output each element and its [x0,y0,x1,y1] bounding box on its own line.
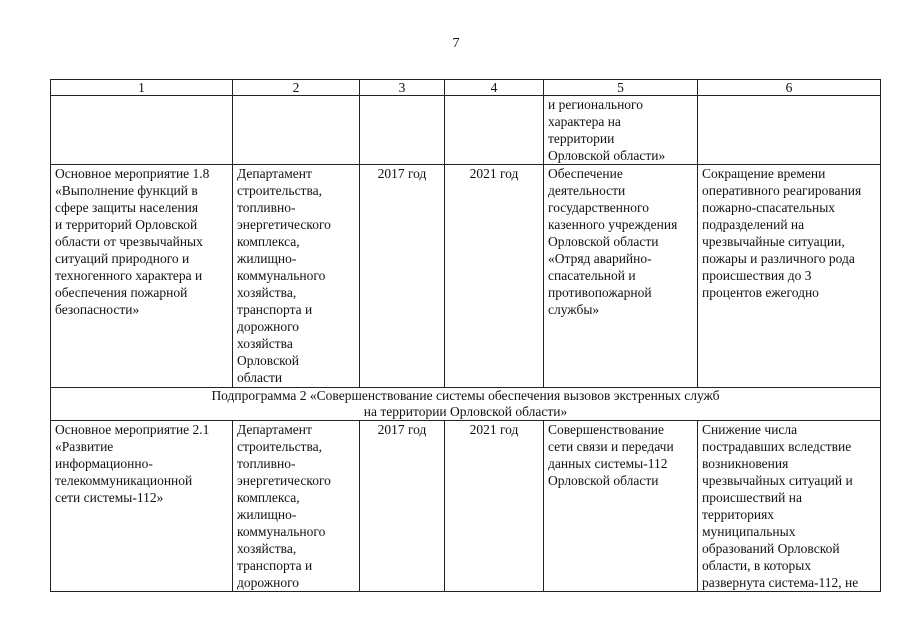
table-cell [360,96,445,165]
page-number: 7 [452,36,460,51]
column-header-2: 2 [233,80,360,96]
content-cell: Совершенствование сети связи и передачи данных системы-112 Орловской области [544,421,698,592]
content-cell: Обеспечение деятельности государственного казенного учреждения Орловской области «Отряд аварийно- спасательной и противопожарной службы» [544,165,698,388]
table-row [51,165,881,388]
measure-name-cell: Основное мероприятие 2.1 «Развитие информационно- телекоммуникационной сети системы-112» [51,421,233,592]
table-header-row [51,80,881,96]
measure-name-cell: Основное мероприятие 1.8 «Выполнение функций в сфере защиты населения и территорий Орловской области от чрезвычайных ситуаций природного и техногенного характера и обеспечения пожарной безопасности» [51,165,233,388]
table-cell [233,96,360,165]
table-cell: и регионального характера на территории Орловской области» [544,96,698,165]
table-row [51,421,881,592]
table-cell [698,96,881,165]
subprogram-title: Подпрограмма 2 «Совершенствование системы обеспечения вызовов экстренных служб на территории Орловской области» [51,388,881,421]
end-year-cell: 2021 год [445,421,544,592]
executor-cell: Департамент строительства, топливно- энергетического комплекса, жилищно- коммунального хозяйства, транспорта и дорожного [233,421,360,592]
start-year-cell: 2017 год [360,421,445,592]
result-cell: Снижение числа пострадавших вследствие возникновения чрезвычайных ситуаций и происшествий на территориях муниципальных образований Орловской области, в которых развернута система-112, не [698,421,881,592]
result-cell: Сокращение времени оперативного реагирования пожарно-спасательных подразделений на чрезвычайные ситуации, пожары и различного рода происшествия до 3 процентов ежегодно [698,165,881,388]
end-year-cell: 2021 год [445,165,544,388]
measures-table [50,79,881,592]
subprogram-row [51,388,881,421]
table-cell [445,96,544,165]
table-cell [51,96,233,165]
column-header-6: 6 [698,80,881,96]
column-header-4: 4 [445,80,544,96]
column-header-5: 5 [544,80,698,96]
table-row [51,96,881,165]
column-header-1: 1 [51,80,233,96]
executor-cell: Департамент строительства, топливно- энергетического комплекса, жилищно- коммунального хозяйства, транспорта и дорожного хозяйства Орловской области [233,165,360,388]
start-year-cell: 2017 год [360,165,445,388]
column-header-3: 3 [360,80,445,96]
